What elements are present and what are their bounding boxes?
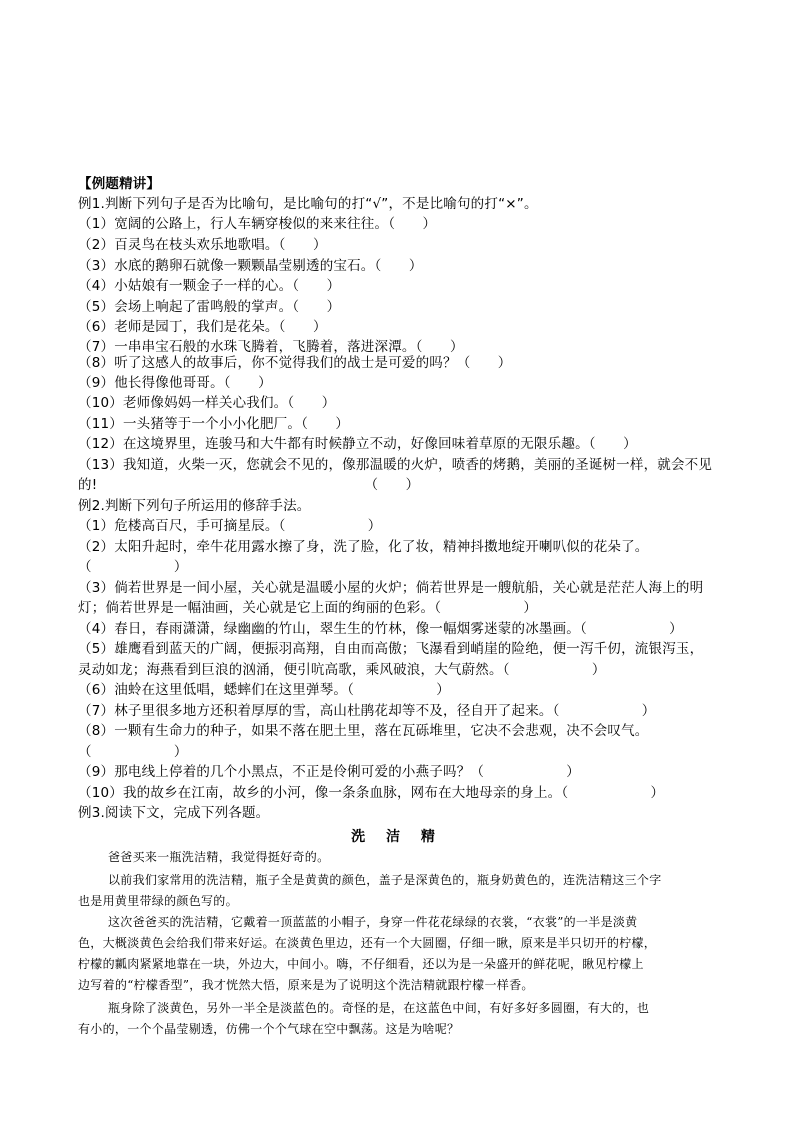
article-paragraph-line: 瓶身除了淡黄色，另外一半全是淡蓝色的。奇怪的是，在这蓝色中间，有好多好多圆圈，有大的，也 — [108, 1001, 650, 1015]
ex2-item: （2）太阳升起时，牵牛花用露水擦了身，洗了脸，化了妆，精神抖擞地绽开喇叭似的花朵了。 — [78, 539, 649, 555]
ex2-item: （5）雄鹰看到蓝天的广阔，便振羽高翔，自由而高傲；飞瀑看到峭崖的险绝，便一泻千仞，流银泻玉， — [78, 641, 704, 657]
ex2-item: （7）林子里很多地方还积着厚厚的雪，高山杜鹃花却等不及，径自开了起来。（ ） — [78, 703, 656, 719]
ex2-item: （1）危楼高百尺，手可摘星辰。（ ） — [78, 518, 382, 534]
ex1-item: （12）在这境界里，连骏马和大牛都有时候静立不动，好像回味着草原的无限乐趣。（ ） — [78, 436, 637, 452]
ex1-item: 的! （ ） — [78, 477, 420, 493]
article-paragraph-line: 有小的，一个个晶莹剔透，仿佛一个个气球在空中飘荡。这是为啥呢？ — [78, 1022, 460, 1036]
ex2-item: 灵动如龙；海燕看到巨浪的汹涌，便引吭高歌，乘风破浪，大气蔚然。（ ） — [78, 662, 606, 678]
article-title: 洗 洁 精 — [351, 829, 443, 845]
ex2-item: （ ） — [78, 744, 188, 760]
article-paragraph-line: 以前我们家常用的洗洁精，瓶子全是黄黄的颜色，盖子是深黄色的，瓶身奶黄色的，连洗洁精这三个字 — [108, 873, 662, 887]
ex1-item: （10）老师像妈妈一样关心我们。（ ） — [78, 395, 336, 411]
ex2-item: 灯；倘若世界是一幅油画，关心就是它上面的绚丽的色彩。（ ） — [78, 600, 538, 616]
article-paragraph-line: 爸爸买来一瓶洗洁精，我觉得挺好奇的。 — [108, 850, 330, 864]
ex1-item: （9）他长得像他哥哥。（ ） — [78, 375, 272, 391]
ex1-item: （2）百灵鸟在枝头欢乐地歌唱。（ ） — [78, 237, 327, 253]
article-paragraph-line: 边写着的“柠檬香型”，我才恍然大悟，原来是为了说明这个洗洁精就跟柠檬一样香。 — [78, 978, 534, 992]
ex2-item: （4）春日，春雨潇潇，绿幽幽的竹山，翠生生的竹林，像一幅烟雾迷蒙的冰墨画。（ ） — [78, 621, 683, 637]
ex1-item: （1）宽阔的公路上，行人车辆穿梭似的来来往往。（ ） — [78, 216, 437, 232]
article-paragraph-line: 色，大概淡黄色会给我们带来好运。在淡黄色里边，还有一个大圆圈，仔细一瞅，原来是半只切开的柠檬， — [78, 936, 657, 950]
ex2-item: （ ） — [78, 559, 188, 575]
example-1-prompt: 例1.判断下列句子是否为比喻句，是比喻句的打“√”，不是比喻句的打“×”。 — [78, 196, 538, 212]
ex2-item: （9）那电线上停着的几个小黑点，不正是伶俐可爱的小燕子吗？（ ） — [78, 764, 580, 780]
article-paragraph-line: 也是用黄里带绿的颜色写的。 — [78, 894, 238, 908]
ex1-item: （5）会场上响起了雷鸣般的掌声。（ ） — [78, 299, 341, 315]
ex2-item: （10）我的故乡在江南，故乡的小河，像一条条血脉，网布在大地母亲的身上。（ ） — [78, 785, 665, 801]
ex2-item: （6）油蛉在这里低唱，蟋蟀们在这里弹琴。（ ） — [78, 682, 450, 698]
ex1-item: （6）老师是园丁，我们是花朵。（ ） — [78, 319, 327, 335]
article-paragraph-line: 柠檬的瓤肉紧紧地靠在一块，外边大，中间小。嗨，不仔细看，还以为是一朵盛开的鲜花呢，瞅见柠檬上 — [78, 957, 644, 971]
section-heading: 【例题精讲】 — [78, 176, 161, 192]
ex1-item: （3）水底的鹅卵石就像一颗颗晶莹剔透的宝石。（ ） — [78, 258, 423, 274]
article-paragraph-line: 这次爸爸买的洗洁精，它戴着一顶蓝蓝的小帽子，身穿一件花花绿绿的衣裳，“衣裳”的一半是淡黄 — [108, 915, 638, 929]
ex2-item: （3）倘若世界是一间小屋，关心就是温暖小屋的火炉；倘若世界是一艘航船，关心就是茫茫人海上的明 — [78, 580, 704, 596]
ex1-item: （7）一串串宝石般的水珠飞腾着，飞腾着，落进深潭。（ ） — [78, 339, 464, 355]
ex1-item: （4）小姑娘有一颗金子一样的心。（ ） — [78, 278, 341, 294]
example-2-prompt: 例2.判断下列句子所运用的修辞手法。 — [78, 498, 311, 514]
example-3-prompt: 例3.阅读下文，完成下列各题。 — [78, 805, 270, 821]
ex1-item: （11）一头猪等于一个小小化肥厂。（ ） — [78, 416, 350, 432]
ex2-item: （8）一颗有生命力的种子，如果不落在肥土里，落在瓦砾堆里，它决不会悲观，决不会叹气。 — [78, 723, 649, 739]
ex1-item: （13）我知道，火柴一灭，您就会不见的，像那温暖的火炉，喷香的烤鹅，美丽的圣诞树一样，就会不见 — [78, 457, 713, 473]
ex1-item: （8）听了这感人的故事后，你不觉得我们的战士是可爱的吗？（ ） — [78, 355, 512, 371]
